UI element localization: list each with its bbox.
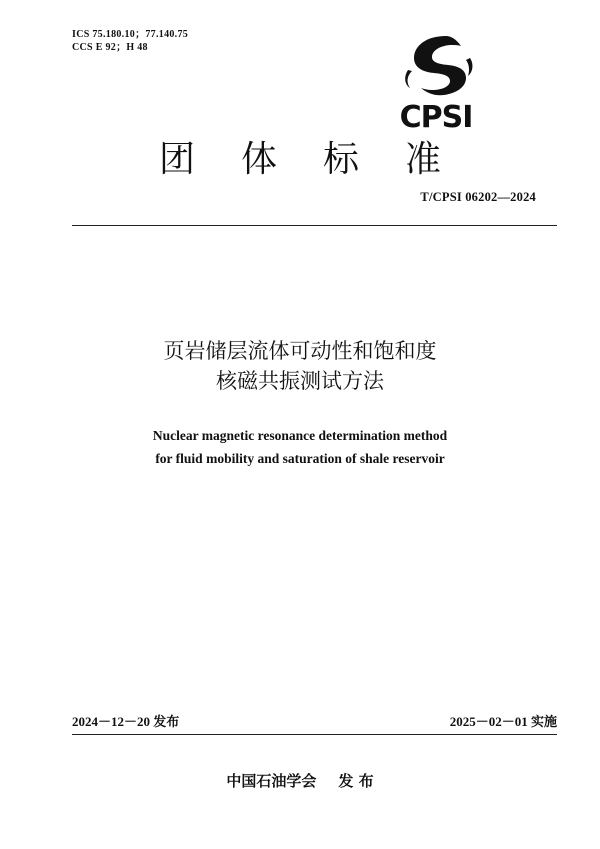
footer-divider xyxy=(72,734,557,735)
ics-code: ICS 75.180.10；77.140.75 xyxy=(72,29,189,40)
english-title-line-2: for fluid mobility and saturation of shale reservoir xyxy=(155,451,445,466)
cpsi-swirl-logo-icon xyxy=(388,30,484,130)
implementation-date: 2025－02－01 实施 xyxy=(449,714,557,729)
standard-number: T/CPSI 06202—2024 xyxy=(420,190,536,204)
chinese-title-line-1: 页岩储层流体可动性和饱和度 xyxy=(163,339,437,363)
publisher-action: 发 布 xyxy=(338,772,374,790)
issue-date: 2024－12－20 发布 xyxy=(72,714,180,729)
classification-codes xyxy=(72,28,188,54)
chinese-title xyxy=(0,336,600,396)
english-title-line-1: Nuclear magnetic resonance determination method xyxy=(152,428,448,443)
ccs-code: CCS E 92；H 48 xyxy=(72,42,148,53)
publisher xyxy=(0,771,600,791)
header-divider xyxy=(72,225,557,226)
chinese-title-line-2: 核磁共振测试方法 xyxy=(216,369,384,393)
publisher-name: 中国石油学会 xyxy=(226,772,317,790)
cpsi-logo xyxy=(388,30,484,130)
document-category: 团体标准 xyxy=(158,139,487,180)
english-title xyxy=(0,424,600,470)
logo-text: CPSI xyxy=(399,100,473,130)
